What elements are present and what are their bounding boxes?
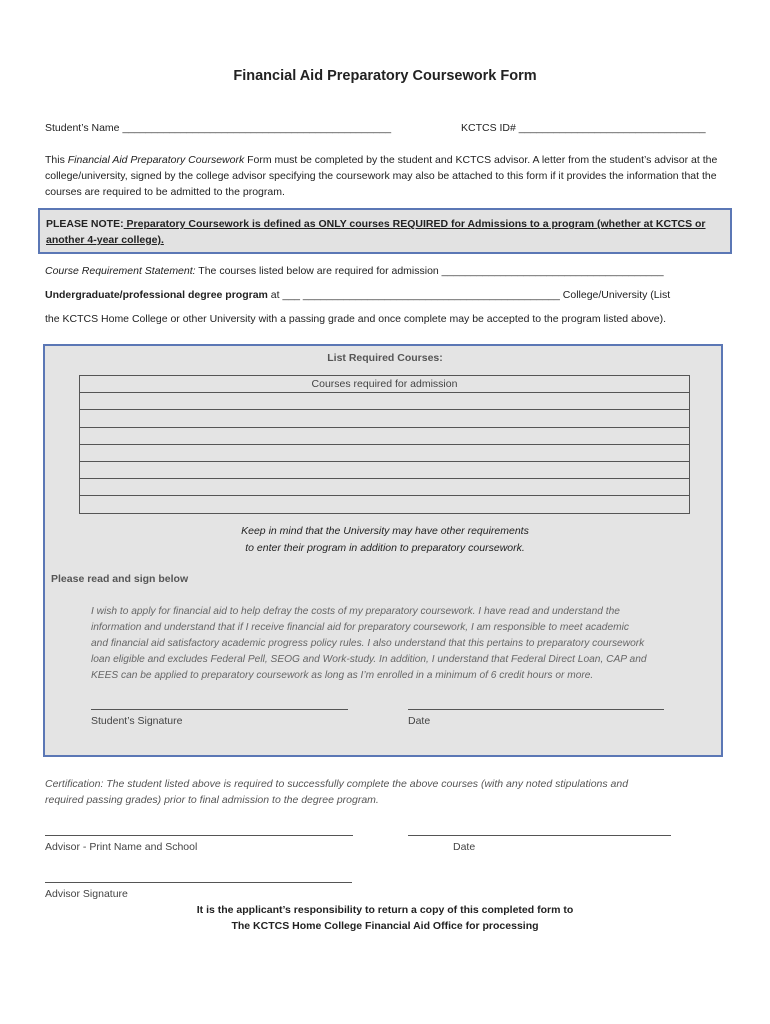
closing-line-2: The KCTCS Home College Financial Aid Office for processing bbox=[231, 920, 539, 932]
form-title: Financial Aid Preparatory Coursework Form bbox=[233, 68, 537, 84]
please-note-box bbox=[38, 208, 732, 254]
certification-line-1: Certification: The student listed above is required to successfully complete the above courses (with any noted stipulations and bbox=[45, 778, 629, 790]
intro-form-name: Financial Aid Preparatory Coursework bbox=[67, 154, 245, 166]
student-signature-label: Student’s Signature bbox=[91, 715, 183, 727]
degree-program-line bbox=[45, 289, 670, 301]
advisor-date-line[interactable] bbox=[408, 835, 671, 836]
table-row[interactable] bbox=[80, 445, 689, 462]
note-label: PLEASE NOTE: bbox=[46, 218, 124, 230]
table-row[interactable] bbox=[80, 393, 689, 410]
intro-rest: Form must be completed by the student and KCTCS advisor. A letter from the student’s advisor at the college/university, signed by the college advisor specifying the coursework may also be attached to this form if it provides the information that the courses are required to be admitted to the program. bbox=[45, 154, 718, 198]
table-row[interactable] bbox=[80, 462, 689, 479]
kctcs-id-row bbox=[461, 122, 706, 134]
requirement-label: Course Requirement Statement: bbox=[45, 265, 196, 277]
keep-in-mind-line-2: to enter their program in addition to preparatory coursework. bbox=[245, 542, 525, 554]
table-row[interactable] bbox=[80, 428, 689, 445]
intro-paragraph bbox=[45, 152, 735, 200]
degree-program-line-2: the KCTCS Home College or other University with a passing grade and once complete may be accepted to the program listed above). bbox=[45, 313, 666, 325]
statement-line: I wish to apply for financial aid to help defray the costs of my preparatory coursework. I have read and understand the bbox=[91, 606, 620, 617]
statement-line: information and understand that if I receive financial aid for preparatory coursework, I am responsible to meet academic bbox=[91, 622, 629, 633]
student-date-label: Date bbox=[408, 715, 431, 727]
courses-table bbox=[79, 375, 690, 514]
intro-prefix: This bbox=[45, 154, 68, 166]
student-date-line[interactable] bbox=[408, 709, 664, 710]
advisor-print-label: Advisor - Print Name and School bbox=[45, 841, 198, 853]
table-row[interactable] bbox=[80, 496, 689, 513]
student-statement bbox=[91, 604, 647, 684]
kctcs-id-field[interactable]: ________________________________ bbox=[518, 122, 706, 134]
sign-heading: Please read and sign below bbox=[51, 573, 189, 585]
table-row[interactable] bbox=[80, 410, 689, 427]
degree-field[interactable]: at ___ ____________________________________________ College/University (List bbox=[267, 289, 671, 301]
student-name-field[interactable]: ______________________________________________ bbox=[122, 122, 392, 134]
statement-line: KEES can be applied to preparatory coursework as long as I’m enrolled in a minimum of 6 credit hours or more. bbox=[91, 670, 594, 681]
student-name-row bbox=[45, 122, 391, 134]
advisor-print-line[interactable] bbox=[45, 835, 353, 836]
statement-line: and financial aid satisfactory academic progress policy rules. I also understand that this pertains to preparatory coursework bbox=[91, 638, 645, 649]
advisor-signature-line[interactable] bbox=[45, 882, 352, 883]
requirement-field[interactable]: The courses listed below are required for admission ______________________________________ bbox=[195, 265, 664, 277]
advisor-signature-label: Advisor Signature bbox=[45, 888, 128, 900]
table-row[interactable] bbox=[80, 479, 689, 496]
student-signature-line[interactable] bbox=[91, 709, 348, 710]
certification-line-2: required passing grades) prior to final admission to the degree program. bbox=[45, 794, 379, 806]
keep-in-mind-line-1: Keep in mind that the University may have other requirements bbox=[241, 525, 529, 537]
closing-line-1: It is the applicant’s responsibility to return a copy of this completed form to bbox=[196, 904, 574, 916]
table-header: Courses required for admission bbox=[80, 376, 689, 393]
advisor-date-label: Date bbox=[453, 841, 476, 853]
kctcs-id-label: KCTCS ID# bbox=[461, 122, 516, 134]
note-text: Preparatory Coursework is defined as ONLY courses REQUIRED for Admissions to a program (whether at KCTCS or another 4-year college). bbox=[46, 218, 706, 246]
student-name-label: Student’s Name bbox=[45, 122, 120, 134]
course-requirement-statement bbox=[45, 265, 664, 277]
degree-label: Undergraduate/professional degree program bbox=[45, 289, 268, 301]
list-required-courses-heading: List Required Courses: bbox=[327, 352, 443, 364]
statement-line: loan eligible and excludes Federal Pell, SEOG and Work-study. In addition, I understand that Federal Direct Loan, CAP and bbox=[91, 654, 647, 665]
